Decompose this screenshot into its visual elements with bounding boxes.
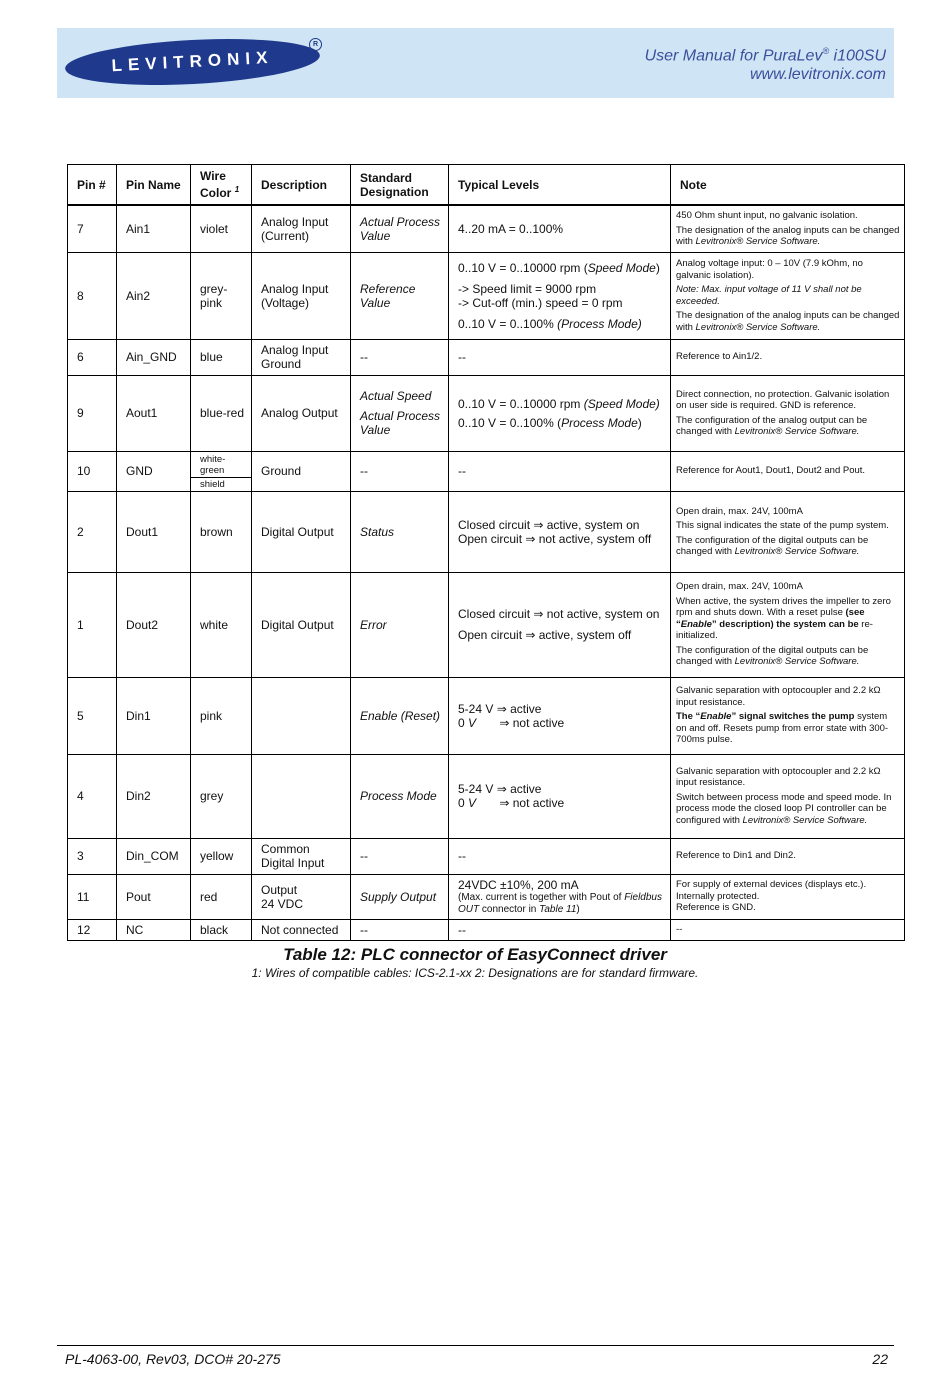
col-standard-designation: Standard Designation (351, 165, 449, 206)
table-row: 6 Ain_GND blue Analog Input Ground -- -- Reference to Ain1/2. (68, 339, 905, 375)
col-pin-name: Pin Name (117, 165, 191, 206)
logo-text: LEVITRONIX (111, 47, 274, 76)
levitronix-logo (64, 33, 321, 90)
table-row: 7 Ain1 violet Analog Input (Current) Actual Process Value 4..20 mA = 0..100% 450 Ohm shunt input, no galvanic isolation. The designation of the analog inputs can be changed with Levitronix® Service Software. (68, 205, 905, 252)
table-row: 9 Aout1 blue-red Analog Output Actual Speed Actual Process Value 0..10 V = 0..10000 rpm (Speed Mode) 0..10 V = 0..100% (Process Mode) Direct connection, no protection. Galvanic isolation on user side is required. GND is reference. The configuration of the analog output can be changed with Levitronix® Service Software. (68, 375, 905, 451)
col-pin: Pin # (68, 165, 117, 206)
col-description: Description (252, 165, 351, 206)
plc-connector-table (67, 164, 905, 941)
col-typical-levels: Typical Levels (449, 165, 671, 206)
registered-icon: R (309, 38, 322, 51)
page-number: 22 (872, 1351, 888, 1367)
table-row: 12 NC black Not connected -- -- -- (68, 919, 905, 940)
header-title-block (645, 42, 886, 84)
col-note: Note (671, 165, 905, 206)
table-row: 4 Din2 grey Process Mode 5-24 V ⇒ active 0 V ⇒ not active Galvanic separation with optocoupler and 2.2 kΩ input resistance. Switch between process mode and speed mode. In process mode the closed loop PI controller can be configured with Levitronix® Service Software. (68, 754, 905, 838)
footer-divider (57, 1345, 894, 1346)
table-caption: Table 12: PLC connector of EasyConnect driver (283, 945, 667, 964)
website-url: www.levitronix.com (749, 66, 886, 84)
table-row: 10 GND white-green shield Ground -- -- Reference for Aout1, Dout1, Dout2 and Pout. (68, 451, 905, 491)
table-header-row (68, 165, 905, 206)
table-row: 1 Dout2 white Digital Output Error Closed circuit ⇒ not active, system on Open circuit ⇒ active, system off Open drain, max. 24V, 100mA When active, the system drives the impeller to zero rpm and shuts down. With a reset pulse (see “Enable” description) the system can be re-initialized. The configuration of the digital outputs can be changed with Levitronix® Service Software. (68, 572, 905, 677)
table-row: 3 Din_COM yellow Common Digital Input -- -- Reference to Din1 and Din2. (68, 838, 905, 874)
table-row: 5 Din1 pink Enable (Reset) 5-24 V ⇒ active 0 V ⇒ not active Galvanic separation with optocoupler and 2.2 kΩ input resistance. The “Enable” signal switches the pump system on and off. Resets pump from error state with 300-700ms pulse. (68, 677, 905, 754)
table-row: 11 Pout red Output 24 VDC Supply Output 24VDC ±10%, 200 mA (Max. current is together with Pout of Fieldbus OUT connector in Table 11) For supply of external devices (displays etc.). Internally protected. Reference is GND. (68, 874, 905, 919)
manual-title: User Manual for PuraLev® i100SU (644, 46, 886, 65)
table-subcaption: 1: Wires of compatible cables: ICS-2.1-xx 2: Designations are for standard firmware. (251, 966, 699, 980)
table-row: 8 Ain2 grey-pink Analog Input (Voltage) Reference Value 0..10 V = 0..10000 rpm (Speed Mode) -> Speed limit = 9000 rpm -> Cut-off (min.) speed = 0 rpm 0..10 V = 0..100% (Process Mode) Analog voltage input: 0 – 10V (7.9 kOhm, no galvanic isolation). Note: Max. input voltage of 11 V shall not be exceeded. The designation of the analog inputs can be changed with Levitronix® Service Software. (68, 252, 905, 339)
col-wire-color: Wire Color $^1$ (191, 165, 252, 206)
page-header (57, 28, 894, 98)
table-row: 2 Dout1 brown Digital Output Status Closed circuit ⇒ active, system on Open circuit ⇒ not active, system off Open drain, max. 24V, 100mA This signal indicates the state of the pump system. The configuration of the digital outputs can be changed with Levitronix® Service Software. (68, 491, 905, 572)
document-id: PL-4063-00, Rev03, DCO# 20-275 (65, 1351, 281, 1367)
